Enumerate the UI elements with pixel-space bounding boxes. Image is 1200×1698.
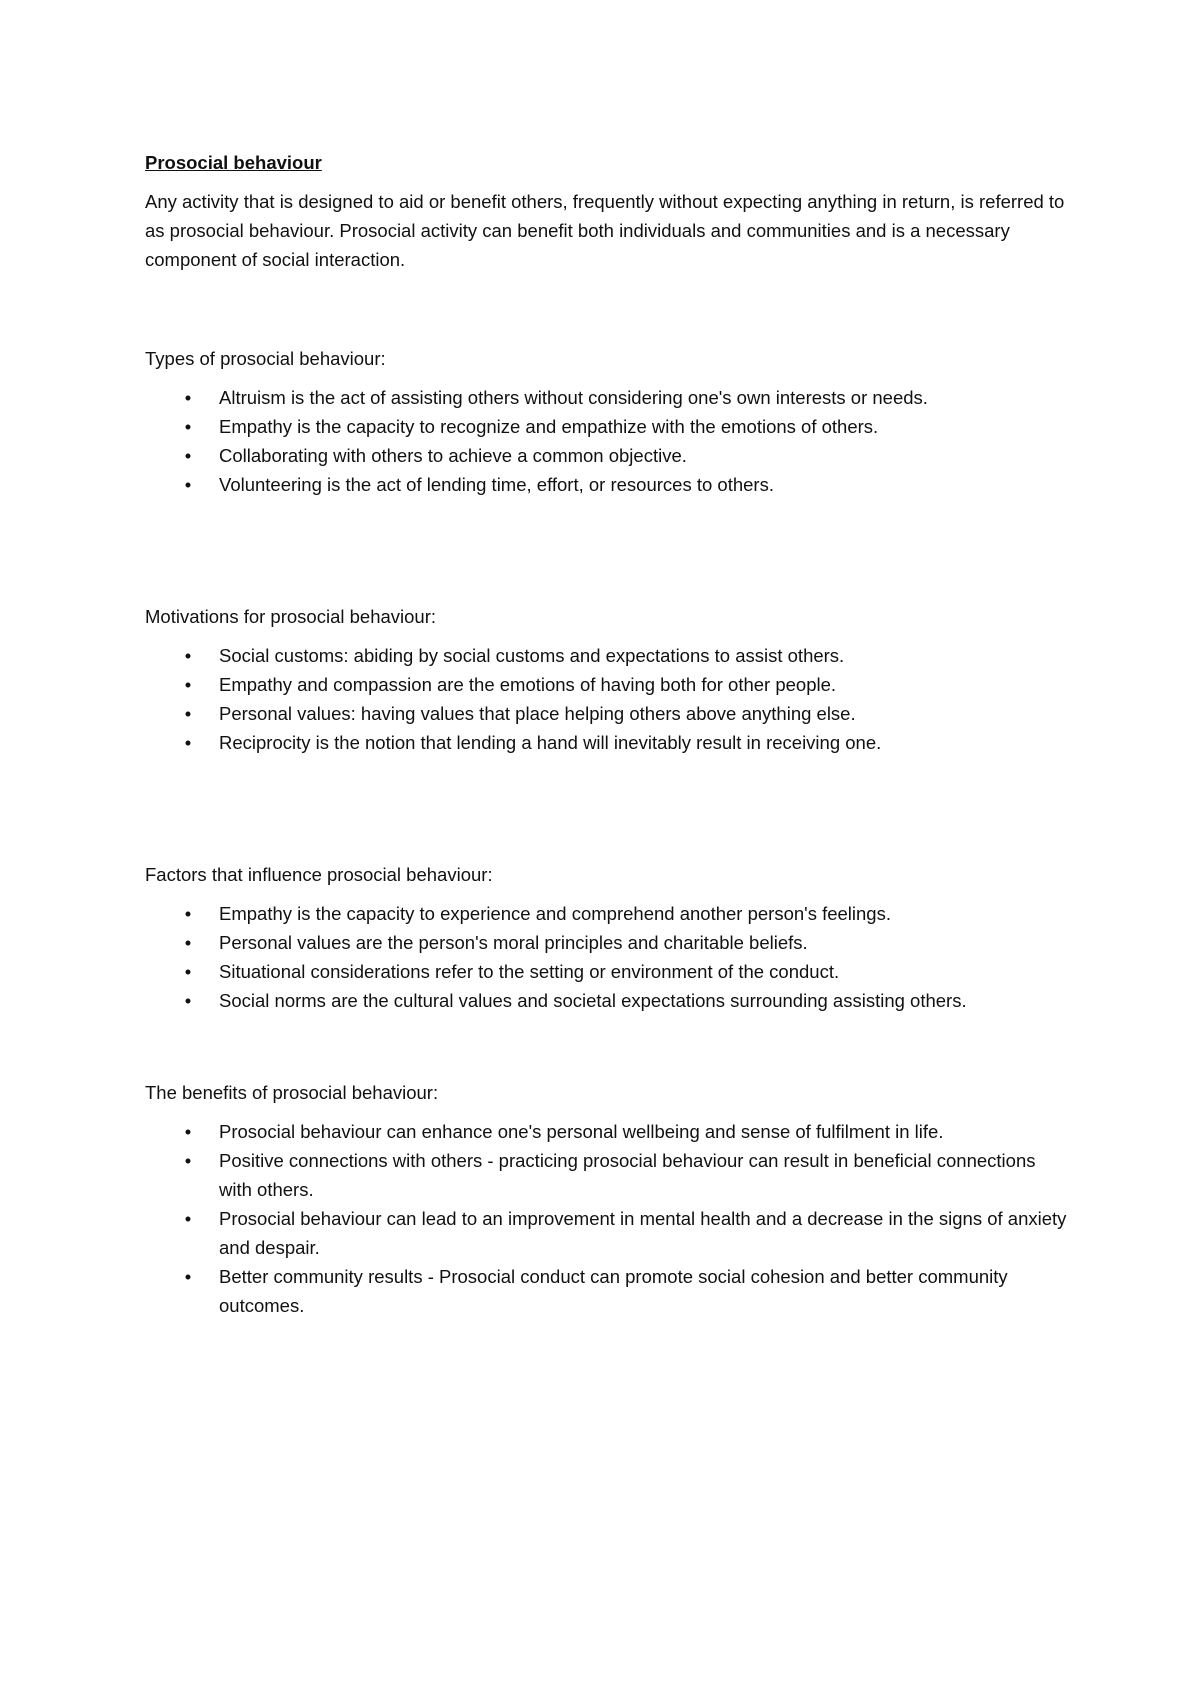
bullet-icon: • xyxy=(184,732,192,753)
bullet-icon: • xyxy=(184,445,192,466)
list-item xyxy=(145,412,1070,441)
list-item-text: Empathy and compassion are the emotions of having both for other people. xyxy=(219,674,837,695)
section-benefits xyxy=(145,1078,1070,1320)
list-item-text: Volunteering is the act of lending time, effort, or resources to others. xyxy=(219,474,774,495)
bullet-icon: • xyxy=(184,416,192,437)
list-item xyxy=(145,899,1070,928)
bullet-icon: • xyxy=(184,961,192,982)
list-item xyxy=(145,699,1070,728)
list-item-text: Altruism is the act of assisting others without considering one's own interests or needs. xyxy=(219,387,928,408)
list-item xyxy=(145,383,1070,412)
bullet-list xyxy=(145,641,1070,757)
list-item xyxy=(145,1146,1070,1204)
section-heading: Types of prosocial behaviour: xyxy=(145,348,386,369)
list-item xyxy=(145,441,1070,470)
document-title: Prosocial behaviour xyxy=(145,152,322,173)
list-item-text: Better community results - Prosocial conduct can promote social cohesion and better community outcomes. xyxy=(219,1266,1008,1316)
bullet-icon: • xyxy=(184,645,192,666)
bullet-icon: • xyxy=(184,703,192,724)
list-item-text: Positive connections with others - practicing prosocial behaviour can result in beneficial connections with others. xyxy=(219,1150,1036,1200)
document-body xyxy=(145,148,1070,1320)
list-item xyxy=(145,728,1070,757)
list-item xyxy=(145,957,1070,986)
list-item xyxy=(145,641,1070,670)
section-types xyxy=(145,344,1070,499)
bullet-list xyxy=(145,383,1070,499)
list-item xyxy=(145,928,1070,957)
bullet-icon: • xyxy=(184,1121,192,1142)
list-item-text: Reciprocity is the notion that lending a hand will inevitably result in receiving one. xyxy=(219,732,882,753)
bullet-icon: • xyxy=(184,1266,192,1287)
list-item-text: Personal values: having values that place helping others above anything else. xyxy=(219,703,856,724)
list-item xyxy=(145,1262,1070,1320)
list-item xyxy=(145,986,1070,1015)
bullet-icon: • xyxy=(184,990,192,1011)
section-motivations xyxy=(145,602,1070,757)
list-item-text: Prosocial behaviour can lead to an improvement in mental health and a decrease in the signs of anxiety and despair. xyxy=(219,1208,1067,1258)
list-item-text: Prosocial behaviour can enhance one's personal wellbeing and sense of fulfilment in life. xyxy=(219,1121,944,1142)
list-item-text: Social norms are the cultural values and societal expectations surrounding assisting others. xyxy=(219,990,967,1011)
list-item xyxy=(145,1204,1070,1262)
intro-paragraph: Any activity that is designed to aid or benefit others, frequently without expecting anything in return, is referred to as prosocial behaviour. Prosocial activity can benefit both individuals and communities and is a necessary component of social interaction. xyxy=(145,191,1065,270)
list-item xyxy=(145,1117,1070,1146)
list-item-text: Situational considerations refer to the setting or environment of the conduct. xyxy=(219,961,840,982)
section-heading: The benefits of prosocial behaviour: xyxy=(145,1082,439,1103)
bullet-icon: • xyxy=(184,1150,192,1171)
list-item-text: Empathy is the capacity to recognize and empathize with the emotions of others. xyxy=(219,416,879,437)
section-heading: Factors that influence prosocial behaviour: xyxy=(145,864,493,885)
list-item-text: Collaborating with others to achieve a common objective. xyxy=(219,445,687,466)
bullet-icon: • xyxy=(184,932,192,953)
section-factors xyxy=(145,860,1070,1015)
bullet-icon: • xyxy=(184,1208,192,1229)
list-item-text: Empathy is the capacity to experience and comprehend another person's feelings. xyxy=(219,903,891,924)
list-item-text: Social customs: abiding by social customs and expectations to assist others. xyxy=(219,645,845,666)
list-item-text: Personal values are the person's moral principles and charitable beliefs. xyxy=(219,932,808,953)
bullet-icon: • xyxy=(184,903,192,924)
list-item xyxy=(145,670,1070,699)
bullet-icon: • xyxy=(184,674,192,695)
section-heading: Motivations for prosocial behaviour: xyxy=(145,606,437,627)
list-item xyxy=(145,470,1070,499)
bullet-list xyxy=(145,899,1070,1015)
bullet-list xyxy=(145,1117,1070,1320)
bullet-icon: • xyxy=(184,474,192,495)
bullet-icon: • xyxy=(184,387,192,408)
